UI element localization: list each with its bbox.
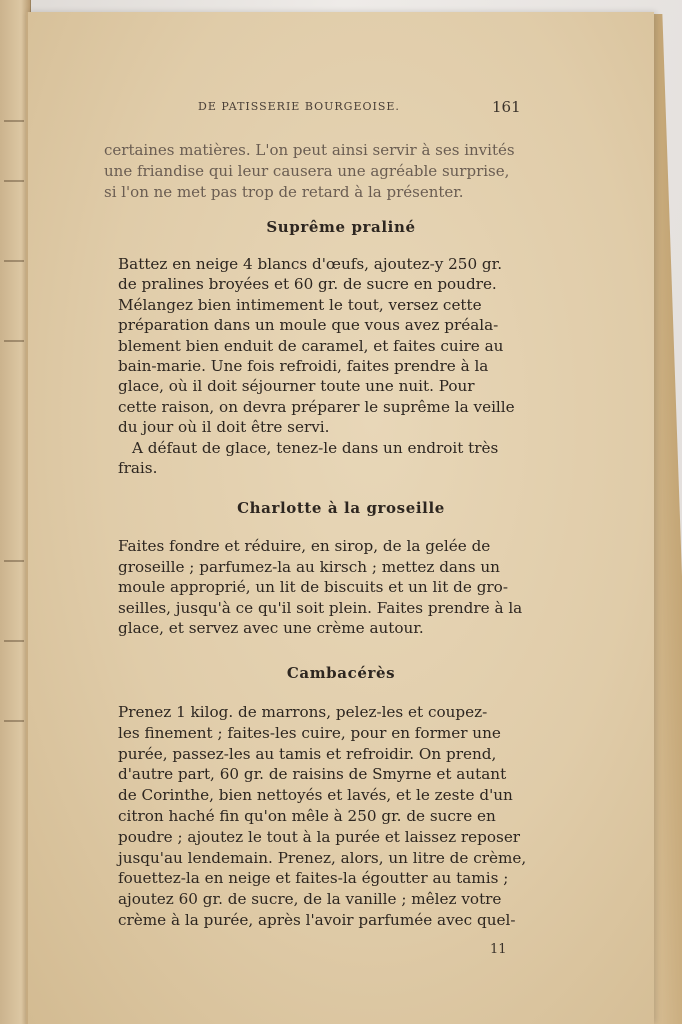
text-line: poudre ; ajoutez le tout à la purée et laissez reposer (118, 827, 521, 846)
text-line: préparation dans un moule que vous avez préala- (118, 316, 499, 335)
text-line: fouettez-la en neige et faites-la égoutter au tamis ; (118, 869, 509, 888)
text-line: A défaut de glace, tenez-le dans un endroit très (132, 438, 499, 457)
signature-mark: 11 (490, 942, 507, 957)
text-line: d'autre part, 60 gr. de raisins de Smyrne et autant (118, 765, 507, 784)
text-line: citron haché fin qu'on mêle à 250 gr. de sucre en (118, 806, 496, 825)
recipe-title: Suprême praliné (266, 218, 416, 236)
recipe-body (118, 702, 570, 931)
text-line: ajoutez 60 gr. de sucre, de la vanille ; mêlez votre (118, 890, 502, 909)
recipe-title: Charlotte à la groseille (237, 499, 445, 517)
text-line: glace, et servez avec une crème autour. (118, 619, 424, 638)
text-line: moule approprié, un lit de biscuits et un lit de gro- (118, 578, 508, 597)
text-line: de pralines broyées et 60 gr. de sucre en poudre. (118, 275, 497, 294)
text-line: blement bien enduit de caramel, et faites cuire au (118, 336, 504, 355)
text-line: cette raison, on devra préparer le suprême la veille (118, 397, 515, 416)
text-line: frais. (118, 459, 158, 478)
text-line: si l'on ne met pas trop de retard à la présenter. (104, 183, 464, 201)
recipe-body (118, 536, 566, 639)
text-line: purée, passez-les au tamis et refroidir. On prend, (118, 744, 497, 763)
text-line: groseille ; parfumez-la au kirsch ; mettez dans un (118, 557, 500, 576)
text-line: Faites fondre et réduire, en sirop, de la gelée de (118, 537, 491, 555)
text-line: de Corinthe, bien nettoyés et lavés, et le zeste d'un (118, 786, 513, 805)
book-page (26, 12, 654, 1024)
text-line: jusqu'au lendemain. Prenez, alors, un litre de crème, (118, 848, 527, 867)
text-line: Mélangez bien intimement le tout, versez cette (118, 295, 482, 314)
recipe-title: Cambacérès (286, 664, 396, 682)
text-line: Battez en neige 4 blancs d'œufs, ajoutez-y 250 gr. (118, 255, 503, 273)
text-line: du jour où il doit être servi. (118, 418, 330, 437)
text-line: Prenez 1 kilog. de marrons, pelez-les et coupez- (118, 703, 488, 721)
recipe-body (118, 254, 558, 478)
page-number: 161 (492, 98, 521, 116)
text-line: une friandise qui leur causera une agréable surprise, (104, 162, 510, 180)
text-line: bain-marie. Une fois refroidi, faites prendre à la (118, 357, 489, 376)
text-line: certaines matières. L'on peut ainsi servir à ses invités (104, 141, 515, 159)
text-line: crème à la purée, après l'avoir parfumée avec quel- (118, 910, 516, 929)
text-line: seilles, jusqu'à ce qu'il soit plein. Faites prendre à la (118, 598, 523, 617)
intro-paragraph (104, 140, 564, 203)
running-head: DE PATISSERIE BOURGEOISE. (198, 100, 400, 113)
text-line: les finement ; faites-les cuire, pour en former une (118, 723, 501, 742)
text-line: glace, où il doit séjourner toute une nuit. Pour (118, 377, 475, 396)
